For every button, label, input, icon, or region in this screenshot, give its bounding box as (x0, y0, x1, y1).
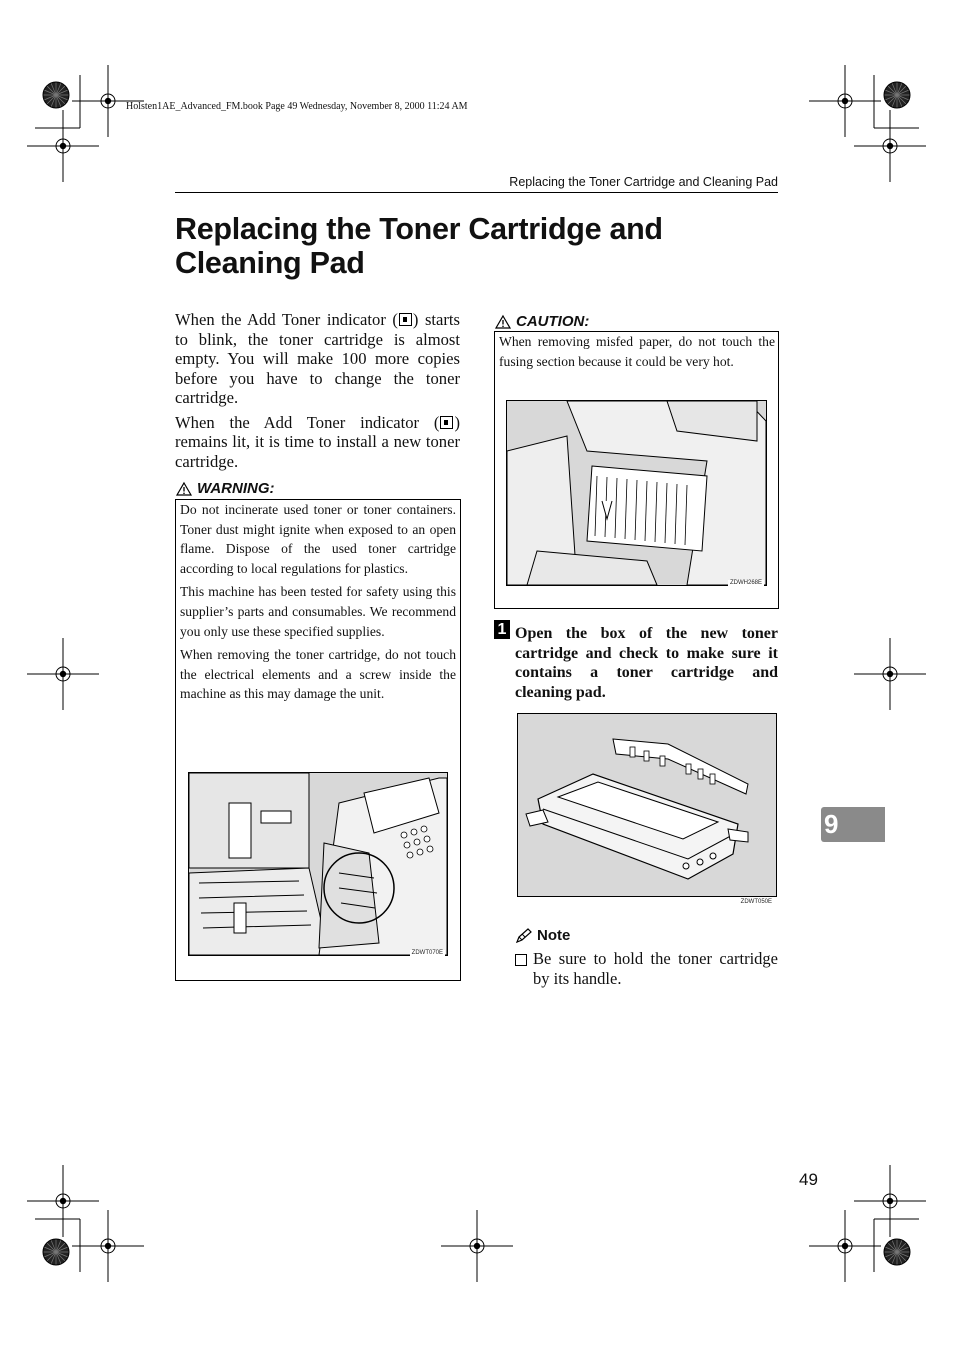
figure-code: ZDWH268E (729, 580, 762, 586)
warning-box (175, 499, 461, 981)
page-title: Replacing the Toner Cartridge and Cleaning Pad (175, 212, 663, 280)
chapter-number: 9 (824, 809, 839, 839)
running-header: Replacing the Toner Cartridge and Cleaning Pad (509, 175, 778, 189)
header-rule (175, 192, 778, 193)
page-number: 49 (799, 1170, 818, 1189)
intro-text (175, 310, 460, 476)
intro-paragraph-2: When the Add Toner indicator ( ) remains lit, it is time to install a new toner cartridge. (175, 412, 460, 471)
toner-cartridge-and-pad-illustration (517, 713, 777, 905)
add-toner-icon (399, 313, 412, 326)
toner-removal-illustration (188, 772, 448, 956)
machine-interior-drawing (189, 773, 447, 955)
file-info-slug: Holsten1AE_Advanced_FM.book Page 49 Wednesday, November 8, 2000 11:24 AM (126, 101, 468, 112)
warning-paragraph: Do not incinerate used toner or toner containers. Toner dust might ignite when exposed to an open flame. Dispose of the used toner cartridge according to local regulations for plastics. (180, 502, 456, 576)
warning-paragraph: This machine has been tested for safety using this supplier’s parts and consumables. We recommend you only use these specified supplies. (180, 584, 456, 639)
intro-paragraph-1: When the Add Toner indicator ( ) starts to blink, the toner cartridge is almost empty. You will make 100 more copies before you have to change the toner cartridge. (175, 310, 460, 407)
checkbox-bullet-icon (515, 954, 527, 966)
cartridge-drawing (518, 714, 776, 896)
note-list-item (515, 949, 778, 989)
pencil-note-icon (515, 928, 533, 944)
note-heading: Note (515, 927, 570, 944)
note-item-text: Be sure to hold the toner cartridge by its handle. (533, 949, 778, 988)
crop-marks-bottom-left (27, 1165, 144, 1282)
step-instruction: Open the box of the new toner cartridge and check to make sure it contains a toner cartridge and cleaning pad. (515, 625, 778, 701)
caution-box (494, 331, 779, 609)
fusing-section-illustration (506, 400, 767, 586)
figure-code: ZDWT070E (411, 950, 443, 956)
warning-triangle-icon (495, 315, 511, 329)
warning-heading: WARNING: (176, 480, 275, 497)
warning-paragraph: When removing the toner cartridge, do not touch the electrical elements and a screw inside the machine as this may damage the unit. (180, 647, 456, 702)
caution-text: When removing misfed paper, do not touch the fusing section because it could be very hot. (499, 334, 775, 369)
caution-heading: CAUTION: (495, 313, 589, 330)
figure-code: ZDWT050E (740, 899, 772, 905)
crop-marks-top-left (27, 65, 144, 182)
crop-marks-top-right (809, 65, 926, 182)
open-machine-drawing (507, 401, 766, 585)
add-toner-icon (440, 416, 453, 429)
warning-triangle-icon (176, 482, 192, 496)
crop-marks-bottom-right (809, 1165, 926, 1282)
step-number-badge: 1 (494, 620, 510, 639)
